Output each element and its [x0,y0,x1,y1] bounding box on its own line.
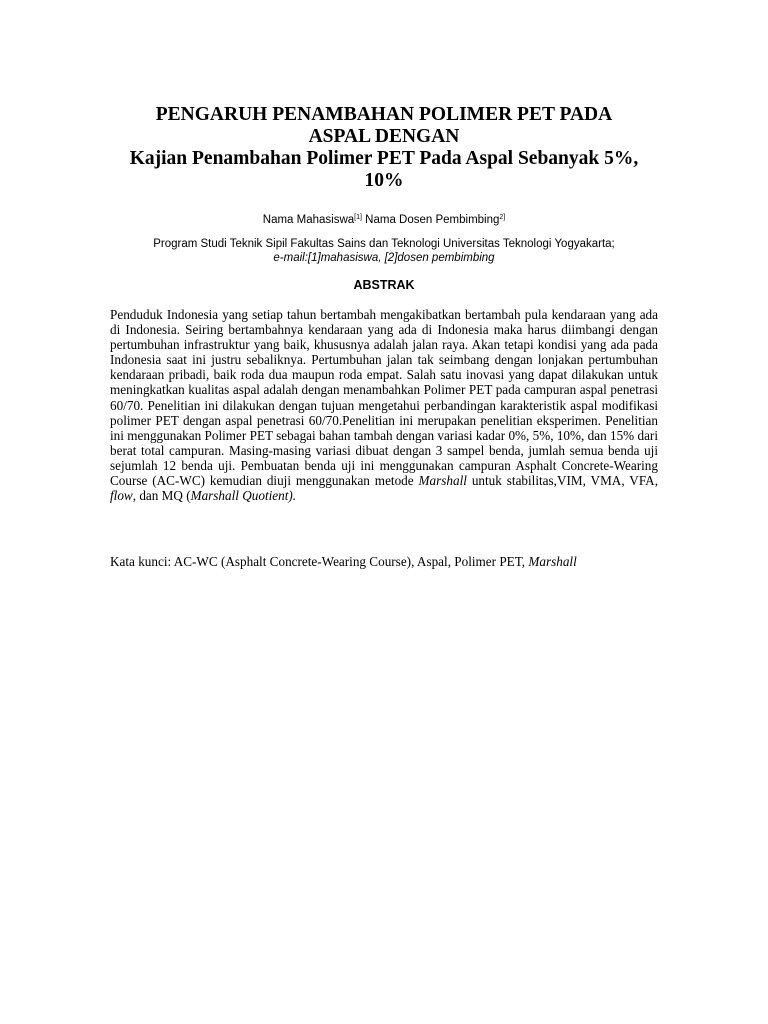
title-line-2: ASPAL DENGAN [308,126,460,147]
title-line-1: PENGARUH PENAMBAHAN POLIMER PET PADA [155,104,613,125]
author-supervisor-mark: 2] [499,214,506,221]
keywords-list: Kata kunci: AC-WC (Asphalt Concrete-Wearing Course), Aspal, Polimer PET, [110,554,529,569]
paper-title [80,104,688,192]
abstract-text: Penduduk Indonesia yang setiap tahun bertambah mengakibatkan bertambah pula kendaraan yang ada di Indonesia. Seiring bertambahnya kendaraan yang ada di Indonesia maka harus diimbangi dengan pertumbuhan infrastruktur yang baik, khususnya adalah jalan raya. Akan tetapi kondisi yang ada pada Indonesia saat ini justru sebaliknya. Pertumbuhan jalan tak seimbang dengan lonjakan pertumbuhan kendaraan pribadi, baik roda dua maupun roda empat. Salah satu inovasi yang dapat dilakukan untuk meningkatkan kualitas aspal adalah dengan menambahkan Polimer PET pada campuran aspal penetrasi 60/70. Penelitian ini dilakukan dengan tujuan mengetahui perbandingan karakteristik aspal modifikasi polimer PET dengan aspal penetrasi 60/70.Penelitian ini merupakan penelitian eksperimen. Penelitian ini menggunakan Polimer PET sebagai bahan tambah dengan variasi kadar 0%, 5%, 10%, dan 15% dari berat total campuran. Masing-masing variasi dibuat dengan 3 sampel benda, jumlah semua benda uji sejumlah 12 benda uji. Pembuatan benda uji ini menggunakan campuran Asphalt Concrete-Wearing Course (AC-WC) kemudian diuji menggunakan metode [110,307,658,489]
abstract-heading: ABSTRAK [353,278,415,292]
subtitle-line-1: Kajian Penambahan Polimer PET Pada Aspal Sebanyak 5%, [129,148,639,169]
author-student: Nama Mahasiswa [262,214,355,226]
author-student-mark: [1] [354,214,362,221]
affiliation-institution: Program Studi Teknik Sipil Fakultas Sains dan Teknologi Universitas Teknologi Yogyakarta; [153,238,615,250]
affiliation-email: e-mail:[1]mahasiswa, [2]dosen pembimbing [273,251,495,264]
abstract-term-mq: Marshall Quotient). [190,488,297,504]
abstract-term-flow: flow [110,488,133,504]
abstract-text-continued: untuk stabilitas,VIM, VMA, VFA, [466,473,658,489]
author-list [0,212,768,228]
subtitle-line-2: 10% [364,170,404,191]
author-supervisor: Nama Dosen Pembimbing [361,214,500,226]
affiliation [0,238,768,265]
abstract-body [110,307,658,503]
abstract-term-marshall: Marshall [418,473,467,489]
keywords [110,554,670,570]
abstract-text-mq-prefix: , dan MQ ( [132,488,191,504]
keyword-marshall: Marshall [528,554,577,569]
